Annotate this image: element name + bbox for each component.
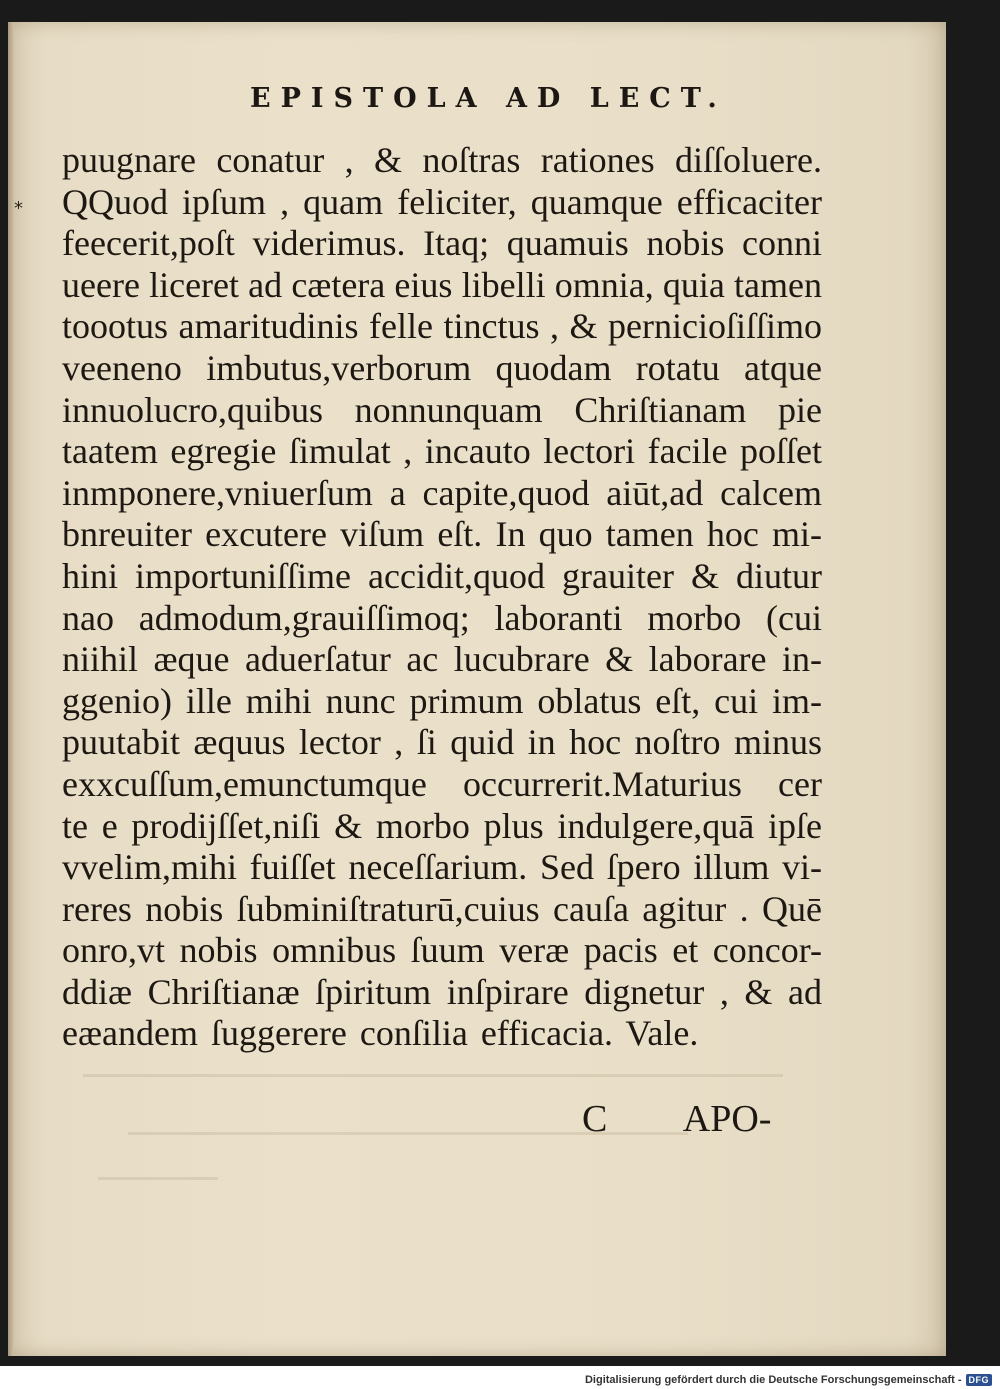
- text-line: toootus amaritudinis felle tinctus , & pernicioſiſſimo: [62, 306, 822, 347]
- text-line: vvelim,mihi fuiſſet neceſſarium. Sed ſpero illum vi-: [62, 847, 822, 888]
- page-binding-edge: [8, 22, 14, 1356]
- text-line: bnreuiter excutere viſum eſt. In quo tamen hoc mi-: [62, 514, 822, 555]
- text-line: exxcuſſum,emunctumque occurrerit.Maturius cer: [62, 763, 822, 804]
- body-text: [62, 140, 822, 1055]
- text-line: inmponere,vniuerſum a capite,quod aiūt,ad calcem: [62, 472, 822, 513]
- text-line: innuolucro,quibus nonnunquam Chriſtianam pie: [62, 389, 822, 430]
- text-line-final: eæandem ſuggerere conſilia efficacia. Vale.: [62, 1013, 699, 1054]
- dfg-logo-icon: DFG: [966, 1374, 993, 1386]
- text-line: hini importuniſſime accidit,quod grauiter & diutur: [62, 555, 822, 596]
- text-line: ggenio) ille mihi nunc primum oblatus eſt, cui im-: [62, 680, 822, 721]
- text-line: puutabit æquus lector , ſi quid in hoc noſtro minus: [62, 722, 822, 763]
- text-line: onro,vt nobis omnibus ſuum veræ pacis et concor-: [62, 930, 822, 971]
- text-line: reres nobis ſubminiſtraturū,cuius cauſa agitur . Quē: [62, 888, 822, 929]
- running-head: EPISTOLA AD LECT.: [250, 83, 727, 114]
- text-line: taatem egregie ſimulat , incauto lectori facile poſſet: [62, 431, 822, 472]
- margin-asterisk-mark: *: [14, 198, 23, 219]
- text-line: ueere liceret ad cætera eius libelli omnia, quia tamen: [62, 264, 822, 305]
- text-line: nao admodum,grauiſſimoq; laboranti morbo (cui: [62, 597, 822, 638]
- text-line: te e prodijſſet,niſi & morbo plus indulgere,quā ipſe: [62, 805, 822, 846]
- text-line: feecerit,poſt viderimus. Itaq; quamuis nobis conni: [62, 223, 822, 264]
- bleed-through-line: [83, 1074, 783, 1077]
- text-line: niihil æque aduerſatur ac lucubrare & laborare in-: [62, 639, 822, 680]
- credit-text: Digitalisierung gefördert durch die Deutsche Forschungsgemeinschaft -: [584, 1374, 962, 1386]
- text-line: QQuod ipſum , quam feliciter, quamque efficaciter: [62, 181, 822, 222]
- bleed-through-line: [98, 1177, 218, 1180]
- text-line: puugnare conatur , & noſtras rationes diſſoluere.: [62, 140, 822, 180]
- text-line: ddiæ Chriſtianæ ſpiritum inſpirare dignetur , & ad: [62, 971, 822, 1012]
- text-line: veeneno imbutus,verborum quodam rotatu atque: [62, 347, 822, 388]
- catchwords-row: [582, 1097, 771, 1141]
- catchword: APO-: [682, 1098, 772, 1140]
- digitization-credit: [585, 1374, 992, 1386]
- signature-mark: C: [582, 1098, 608, 1140]
